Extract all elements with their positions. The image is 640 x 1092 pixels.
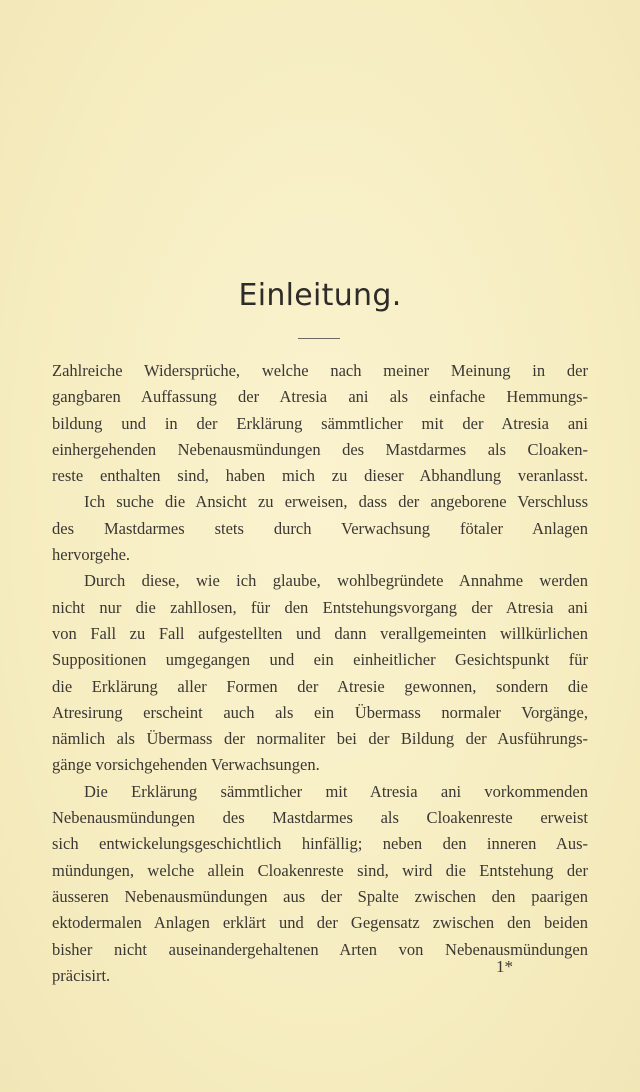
text-line-20: mündungen, welche allein Cloakenreste sind, wird die Entstehung der: [52, 860, 588, 880]
text-line-6: Ich suche die Ansicht zu erweisen, dass der angeborene Verschluss: [84, 492, 588, 512]
chapter-heading: Einleitung.: [238, 278, 402, 313]
text-line-18: Nebenausmündungen des Mastdarmes als Cloakenreste erweist: [52, 808, 588, 828]
text-line-23: bisher nicht auseinandergehaltenen Arten von Nebenausmündungen: [52, 939, 588, 959]
text-line-11: von Fall zu Fall aufgestellten und dann verallgemeinten willkürlichen: [52, 623, 588, 643]
text-line-17: Die Erklärung sämmtlicher mit Atresia ani vorkommenden: [84, 781, 588, 801]
signature-mark: 1*: [496, 957, 513, 976]
text-line-15: nämlich als Übermass der normaliter bei der Bildung der Ausführungs-: [52, 729, 588, 749]
text-line-1: Zahlreiche Widersprüche, welche nach meiner Meinung in der: [52, 361, 588, 380]
text-line-3: bildung und in der Erklärung sämmtlicher mit der Atresia ani: [52, 413, 588, 433]
text-line-2: gangbaren Auffassung der Atresia ani als einfache Hemmungs-: [52, 387, 588, 407]
text-line-24: präcisirt.: [52, 965, 111, 985]
text-line-10: nicht nur die zahllosen, für den Entstehungsvorgang der Atresia ani: [52, 597, 588, 617]
text-line-13: die Erklärung aller Formen der Atresie gewonnen, sondern die: [52, 676, 588, 696]
text-line-8: hervorgehe.: [52, 545, 131, 565]
text-line-12: Suppositionen umgegangen und ein einheitlicher Gesichtspunkt für: [52, 650, 588, 670]
text-line-19: sich entwickelungsgeschichtlich hinfällig; neben den inneren Aus-: [52, 834, 588, 854]
text-line-4: einhergehenden Nebenausmündungen des Mastdarmes als Cloaken-: [52, 439, 588, 459]
text-line-7: des Mastdarmes stets durch Verwachsung fötaler Anlagen: [52, 518, 588, 538]
text-line-21: äusseren Nebenausmündungen aus der Spalte zwischen den paarigen: [52, 886, 588, 906]
body-text: [52, 358, 588, 989]
heading-rule: [298, 338, 340, 339]
text-line-14: Atresirung erscheint auch als ein Übermass normaler Vorgänge,: [52, 702, 588, 722]
text-line-9: Durch diese, wie ich glaube, wohlbegründete Annahme werden: [84, 571, 588, 591]
text-line-22: ektodermalen Anlagen erklärt und der Gegensatz zwischen den beiden: [52, 913, 588, 933]
text-line-5: reste enthalten sind, haben mich zu dieser Abhandlung veranlasst.: [52, 466, 588, 486]
text-line-16: gänge vorsichgehenden Verwachsungen.: [52, 755, 320, 775]
